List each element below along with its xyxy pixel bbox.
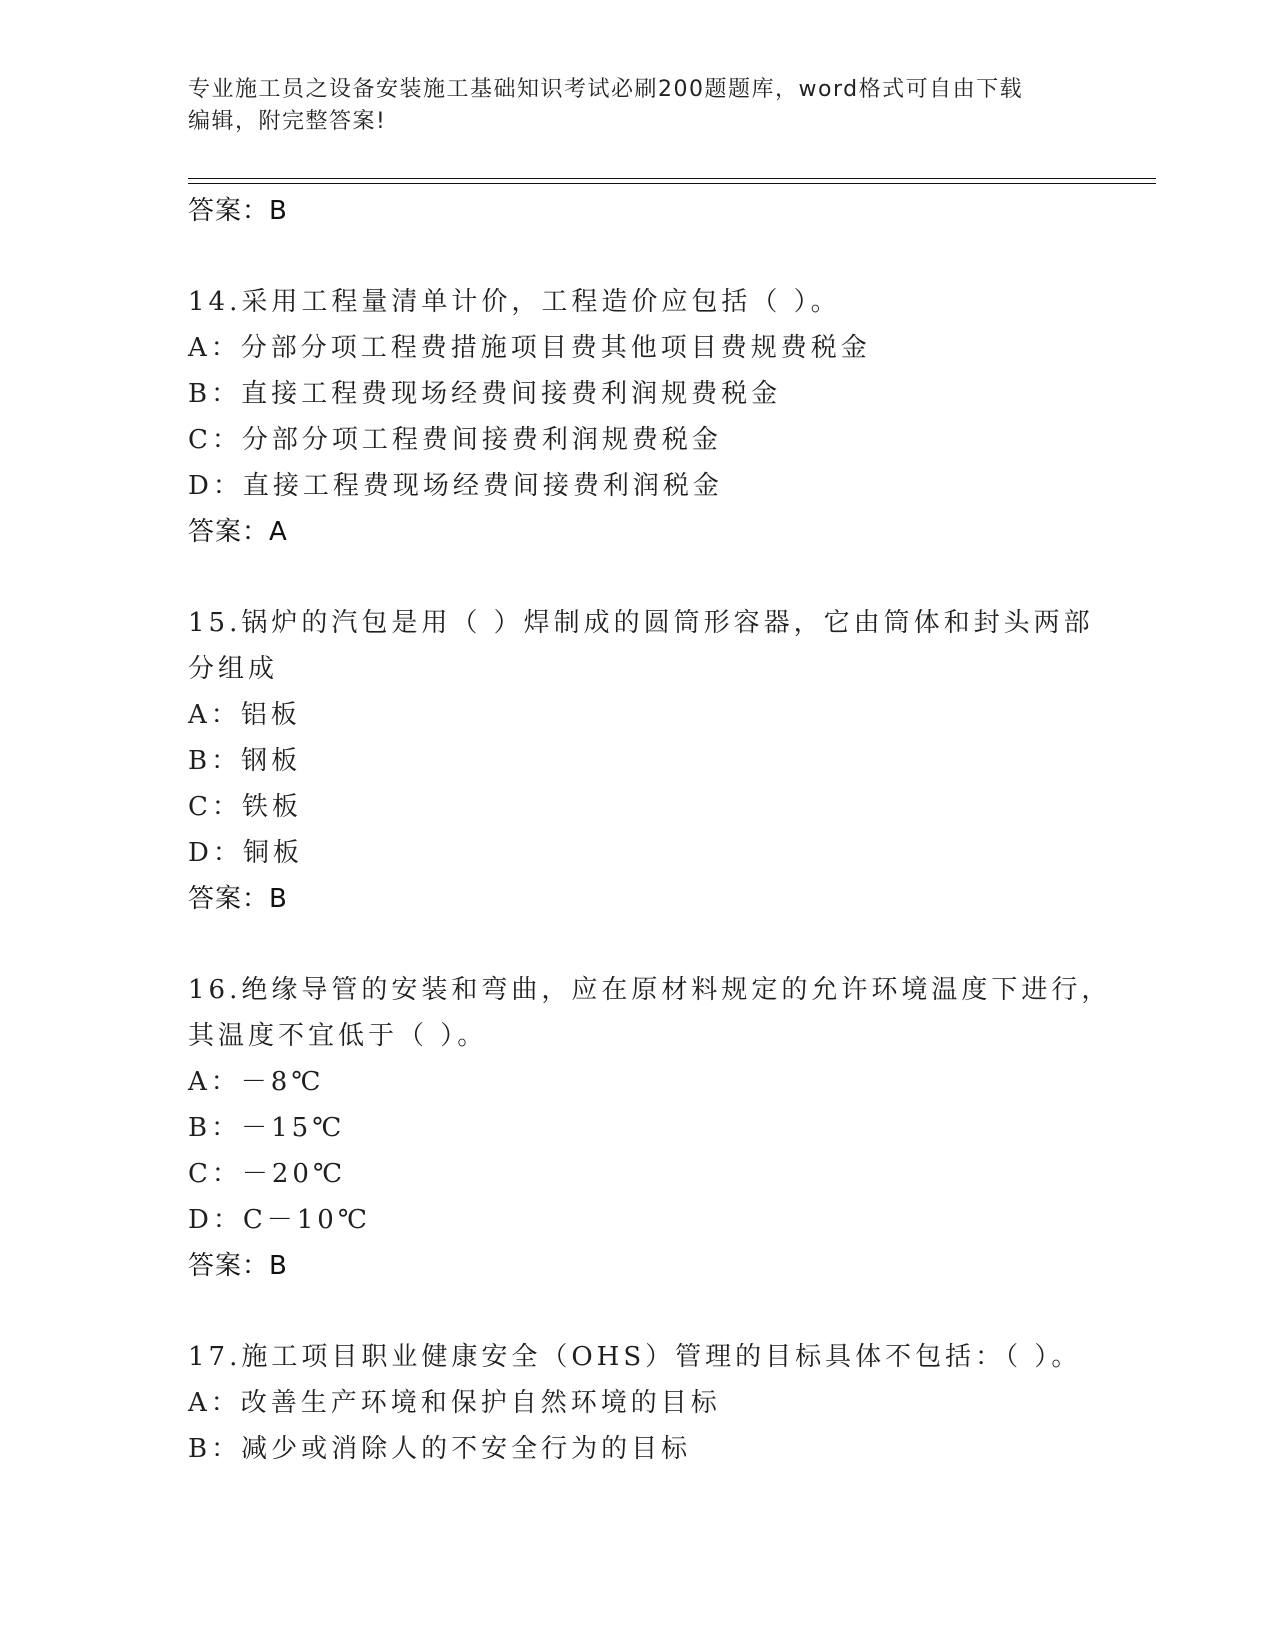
option-d: D：直接工程费现场经费间接费利润税金 xyxy=(188,471,723,501)
answer-line: 答案：A xyxy=(188,517,288,547)
option-a: A：分部分项工程费措施项目费其他项目费规费税金 xyxy=(188,333,871,363)
option-c: C：分部分项工程费间接费利润规费税金 xyxy=(188,425,722,455)
option-c: C：－20℃ xyxy=(188,1159,347,1189)
question-text: 16.绝缘导管的安装和弯曲，应在原材料规定的允许环境温度下进行， xyxy=(188,975,1112,1005)
question-block-15 xyxy=(188,600,1094,922)
option-c: C：铁板 xyxy=(188,792,302,822)
question-block-16 xyxy=(188,967,1112,1289)
answer-line: 答案：B xyxy=(188,1251,288,1281)
option-a: A：－8℃ xyxy=(188,1067,325,1097)
question-text-continued: 其温度不宜低于（ ）。 xyxy=(188,1021,488,1051)
option-d: D：C－10℃ xyxy=(188,1205,371,1235)
header-divider-top xyxy=(188,178,1156,179)
header-title-line-2: 编辑，附完整答案! xyxy=(188,109,387,134)
option-a: A：铝板 xyxy=(188,700,301,730)
option-b: B：减少或消除人的不安全行为的目标 xyxy=(188,1434,692,1464)
option-b: B：－15℃ xyxy=(188,1113,346,1143)
option-d: D：铜板 xyxy=(188,838,303,868)
answer-line: 答案：B xyxy=(188,884,288,914)
header-divider-bottom xyxy=(188,183,1156,184)
header-title-line-1: 专业施工员之设备安装施工基础知识考试必刷200题题库，word格式可自由下载 xyxy=(188,77,1024,102)
option-a: A：改善生产环境和保护自然环境的目标 xyxy=(188,1388,721,1418)
option-b: B：钢板 xyxy=(188,746,302,776)
question-block-14 xyxy=(188,279,1088,555)
question-list xyxy=(188,188,1112,1472)
option-b: B：直接工程费现场经费间接费利润规费税金 xyxy=(188,379,782,409)
question-block-17 xyxy=(188,1334,1088,1472)
document-header xyxy=(188,74,1068,138)
answer-line: 答案：B xyxy=(188,196,288,226)
question-text: 17.施工项目职业健康安全（OHS）管理的目标具体不包括：（ ）。 xyxy=(188,1342,1082,1372)
question-text-continued: 分组成 xyxy=(188,654,279,684)
question-text: 14.采用工程量清单计价，工程造价应包括（ ）。 xyxy=(188,287,841,317)
question-text: 15.锅炉的汽包是用（ ）焊制成的圆筒形容器，它由筒体和封头两部 xyxy=(188,608,1094,638)
